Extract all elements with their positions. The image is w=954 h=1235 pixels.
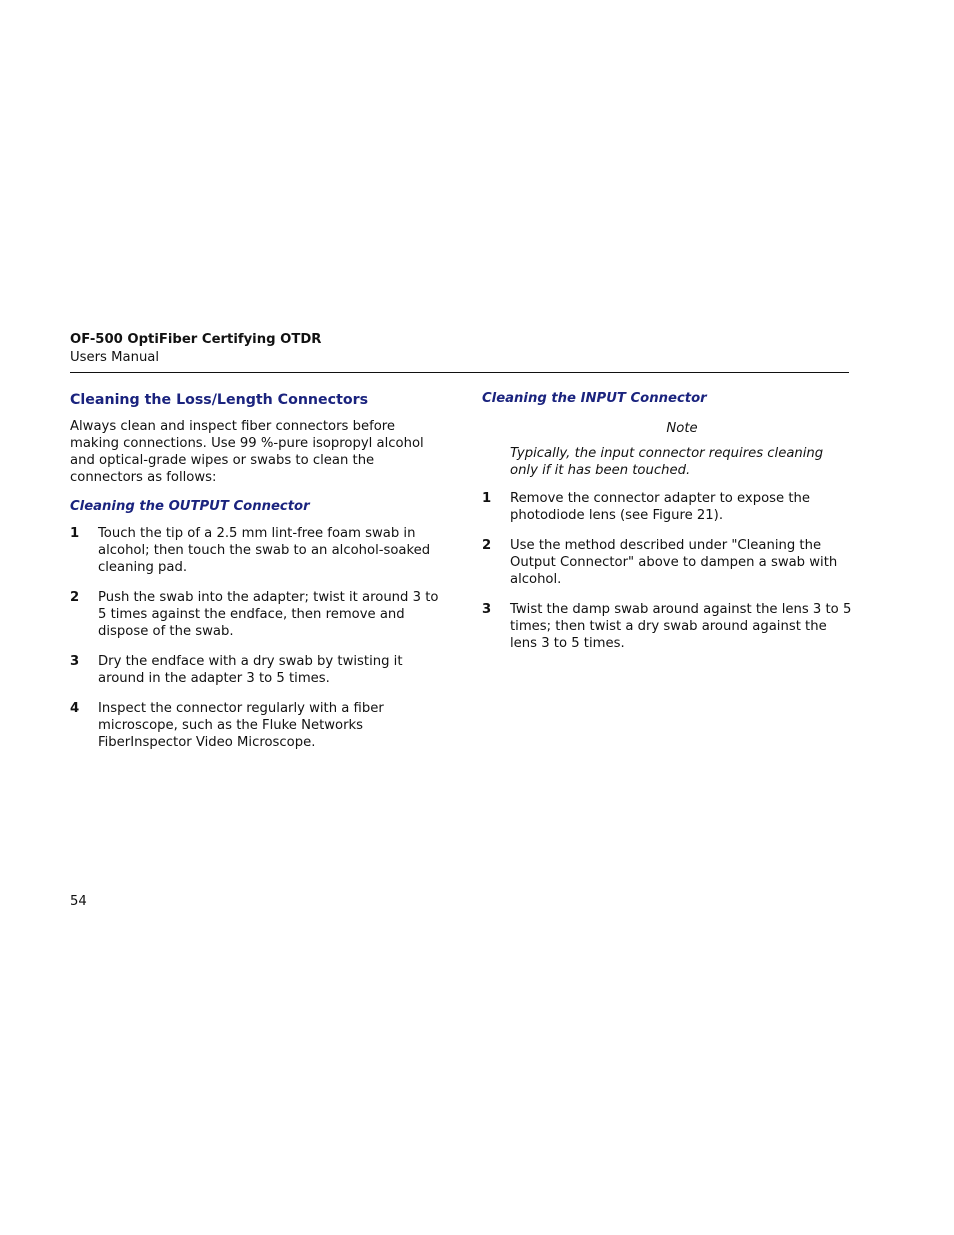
intro-paragraph: Always clean and inspect fiber connectors before making connections. Use 99 %-pure isopropyl alcohol and optical-grade wipes or swabs to clean the connectors as follows: xyxy=(70,419,424,485)
step-number: 3 xyxy=(482,602,492,617)
list-item xyxy=(70,653,442,687)
list-item xyxy=(482,537,854,588)
step-text: Use the method described under "Cleaning the Output Connector" above to dampen a swab with alcohol. xyxy=(510,538,838,587)
list-item xyxy=(70,589,442,640)
step-text: Push the swab into the adapter; twist it around 3 to 5 times against the endface, then remove and dispose of the swab. xyxy=(98,590,439,639)
header-divider xyxy=(70,372,849,373)
manual-title: OF-500 OptiFiber Certifying OTDR xyxy=(70,332,322,347)
step-text: Dry the endface with a dry swab by twisting it around in the adapter 3 to 5 times. xyxy=(98,654,403,686)
list-item xyxy=(482,601,854,652)
left-column xyxy=(70,390,442,764)
output-connector-heading: Cleaning the OUTPUT Connector xyxy=(70,499,310,514)
step-text: Twist the damp swab around against the lens 3 to 5 times; then twist a dry swab around against the lens 3 to 5 times. xyxy=(510,602,852,651)
manual-subtitle: Users Manual xyxy=(70,350,160,365)
step-number: 3 xyxy=(70,654,80,669)
input-connector-heading: Cleaning the INPUT Connector xyxy=(482,391,707,406)
list-item xyxy=(70,525,442,576)
step-text: Inspect the connector regularly with a fiber microscope, such as the Fluke Networks FiberInspector Video Microscope. xyxy=(98,701,384,750)
list-item xyxy=(482,490,854,524)
step-text: Remove the connector adapter to expose the photodiode lens (see Figure 21). xyxy=(510,491,810,523)
step-number: 1 xyxy=(482,491,492,506)
output-cleaning-steps xyxy=(70,525,442,751)
step-number: 2 xyxy=(70,590,80,605)
right-column xyxy=(482,390,854,665)
input-cleaning-steps xyxy=(482,490,854,652)
step-number: 2 xyxy=(482,538,492,553)
note-text: Typically, the input connector requires cleaning only if it has been touched. xyxy=(510,446,824,478)
step-text: Touch the tip of a 2.5 mm lint-free foam swab in alcohol; then touch the swab to an alcohol-soaked cleaning pad. xyxy=(98,526,431,575)
note-label: Note xyxy=(666,421,698,436)
step-number: 1 xyxy=(70,526,80,541)
running-header xyxy=(70,331,850,367)
page-number: 54 xyxy=(70,894,87,909)
section-title: Cleaning the Loss/Length Connectors xyxy=(70,392,369,408)
list-item xyxy=(70,700,442,751)
step-number: 4 xyxy=(70,701,80,716)
